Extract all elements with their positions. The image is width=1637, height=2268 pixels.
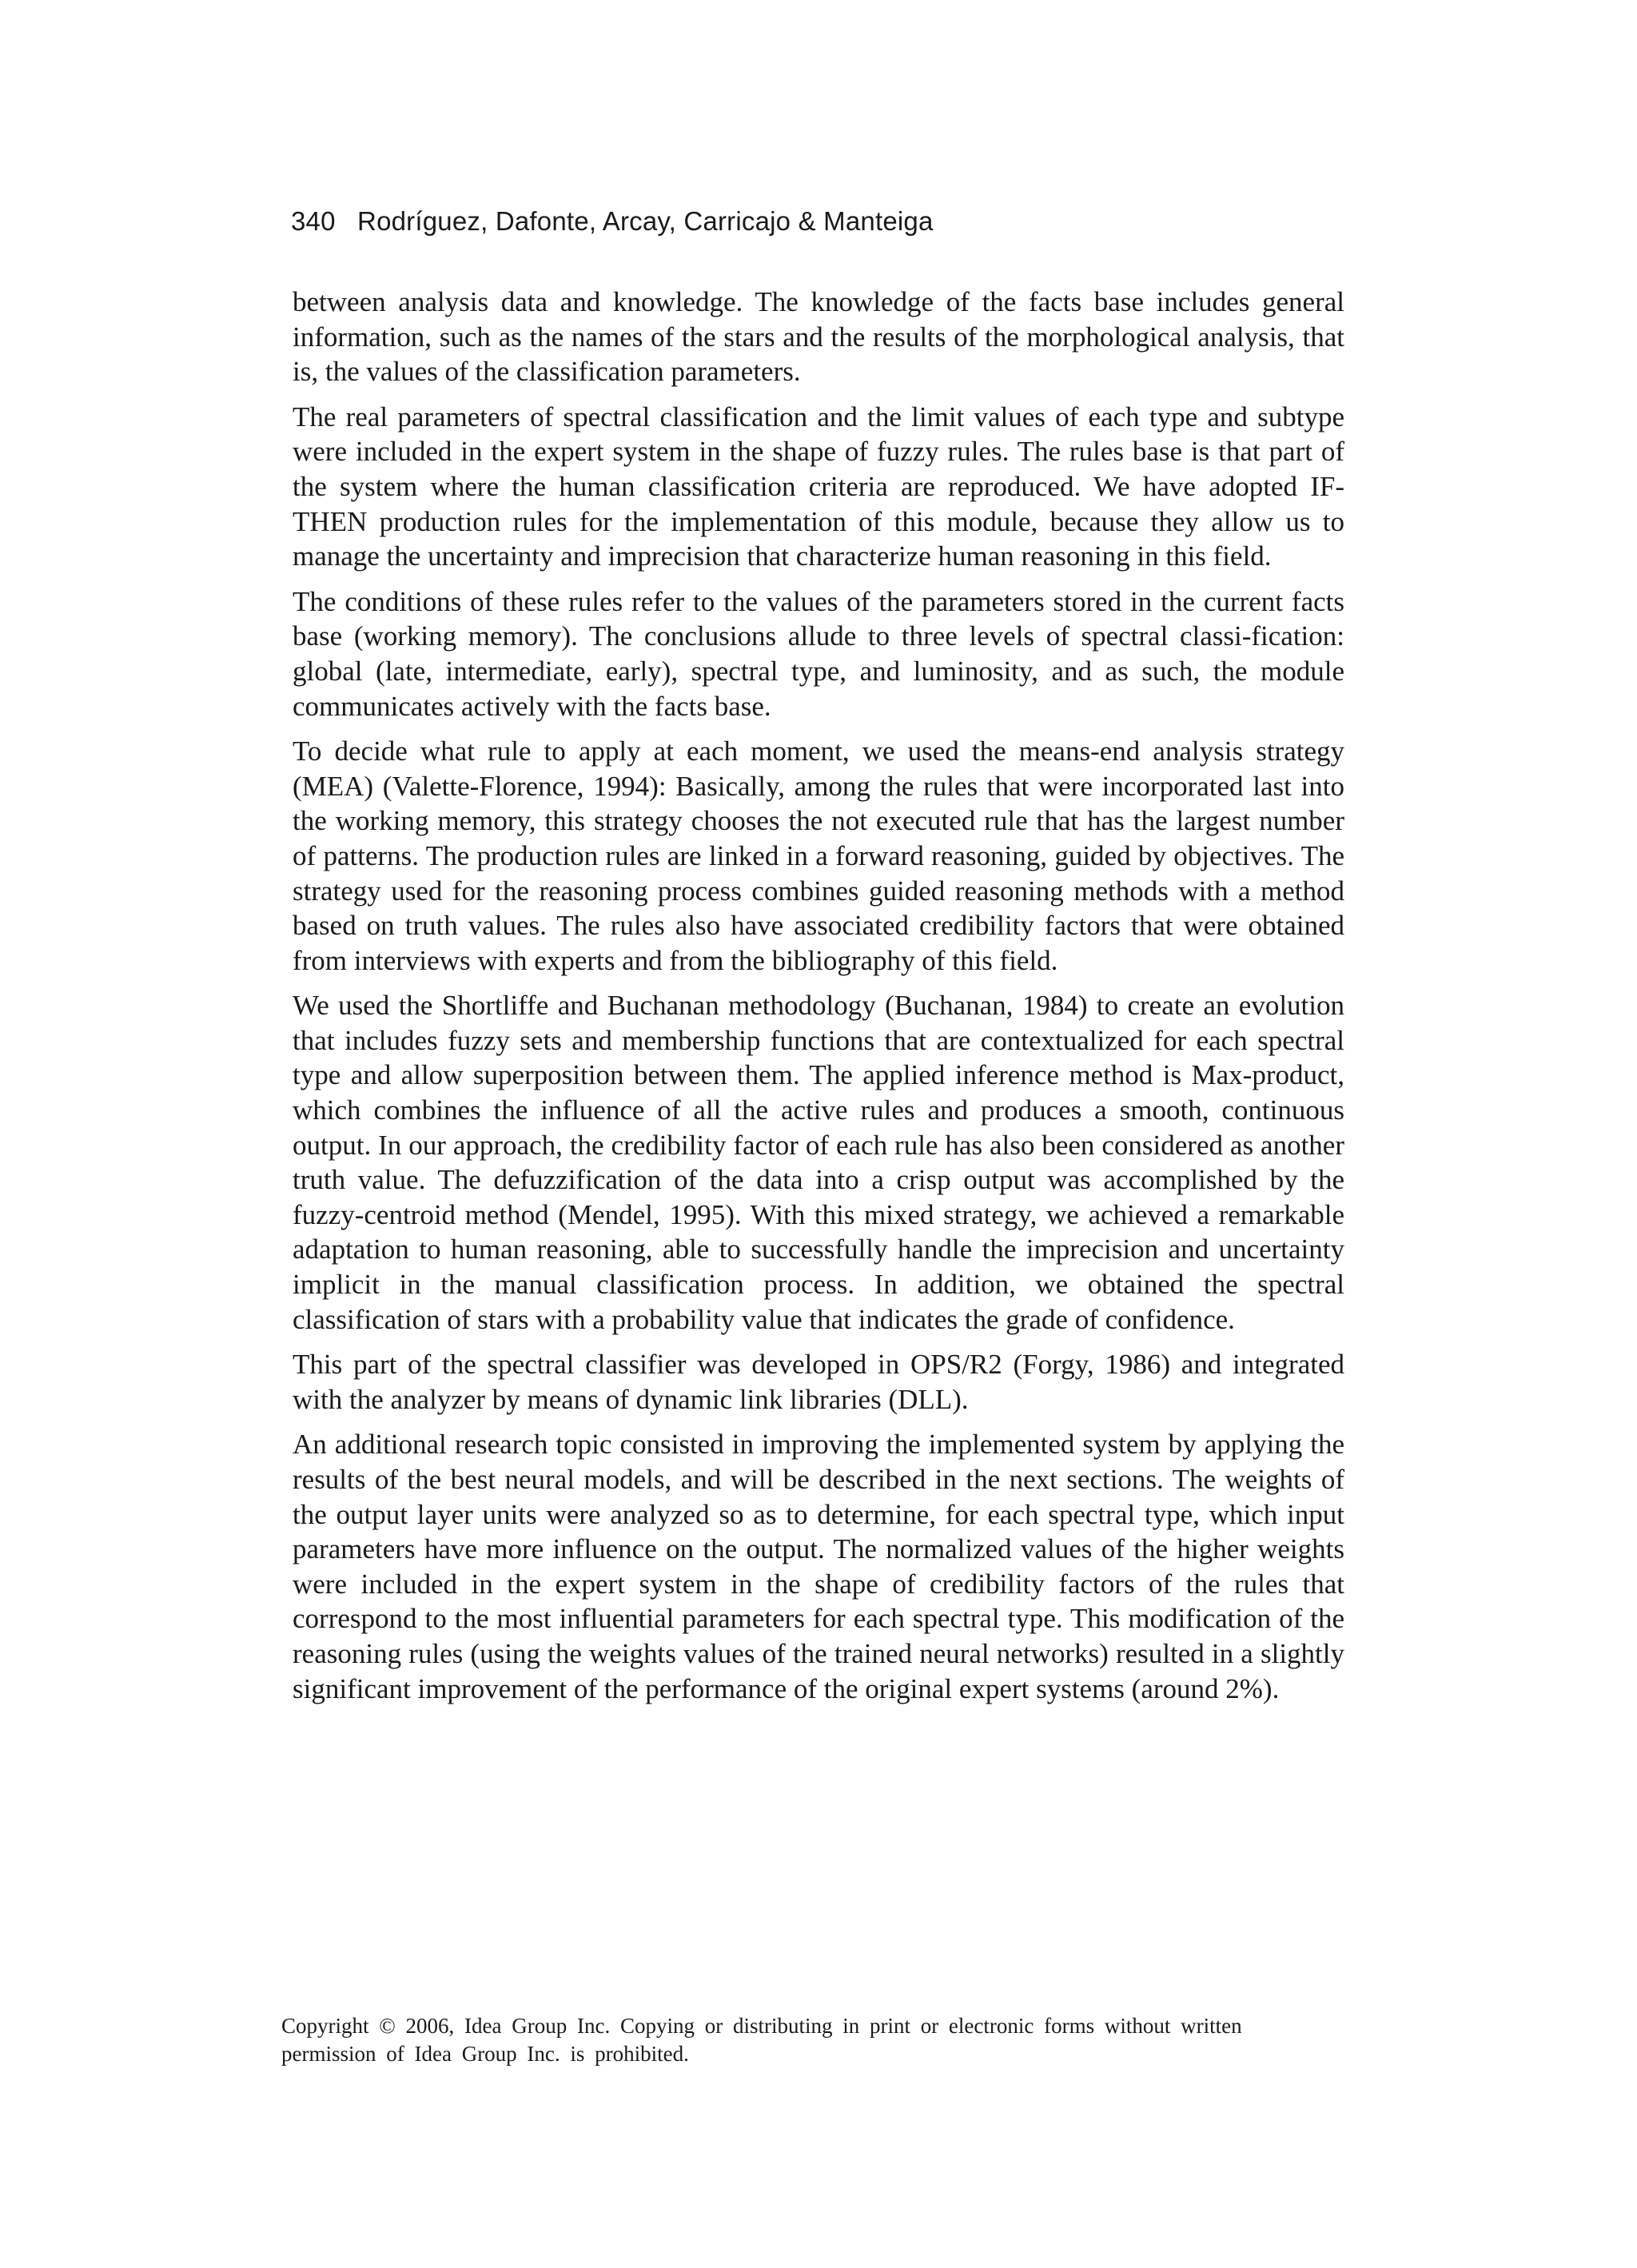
copyright-line: permission of Idea Group Inc. is prohibited. [281,2042,689,2066]
paragraph: The conditions of these rules refer to the values of the parameters stored in the current facts base (working memory). The conclusions allude to three levels of spectral classi-fication: global (late, intermediate, early), spectral type, and luminosity, and as such, the module communicates actively with the facts base. [293,585,1344,722]
running-head [291,206,934,237]
paragraph: between analysis data and knowledge. The knowledge of the facts base includes general information, such as the names of the stars and the results of the morphological analysis, that is, the values of the classification parameters. [293,286,1344,388]
copyright-line: Copyright © 2006, Idea Group Inc. Copying or distributing in print or electronic forms without written [281,2014,1242,2038]
author-list: Rodríguez, Dafonte, Arcay, Carricajo & Manteiga [357,206,934,236]
body-text [293,285,1344,1716]
paragraph: The real parameters of spectral classification and the limit values of each type and subtype were included in the expert system in the shape of fuzzy rules. The rules base is that part of the system where the human classification criteria are reproduced. We have adopted IF-THEN production rules for the implementation of this module, because they allow us to manage the uncertainty and imprecision that characterize human reasoning in this field. [293,401,1344,572]
paragraph: An additional research topic consisted in improving the implemented system by applying the results of the best neural models, and will be described in the next sections. The weights of the output layer units were analyzed so as to determine, for each spectral type, which input parameters have more influence on the output. The normalized values of the higher weights were included in the expert system in the shape of credibility factors of the rules that correspond to the most influential parameters for each spectral type. This modification of the reasoning rules (using the weights values of the trained neural networks) resulted in a slightly significant improvement of the performance of the original expert systems (around 2%). [293,1429,1344,1704]
paragraph: We used the Shortliffe and Buchanan methodology (Buchanan, 1984) to create an evolution that includes fuzzy sets and membership functions that are contextualized for each spectral type and allow superposition between them. The applied inference method is Max-product, which combines the influence of all the active rules and produces a smooth, continuous output. In our approach, the credibility factor of each rule has also been considered as another truth value. The defuzzification of the data into a crisp output was accomplished by the fuzzy-centroid method (Mendel, 1995). With this mixed strategy, we achieved a remarkable adaptation to human reasoning, able to successfully handle the imprecision and uncertainty implicit in the manual classification process. In addition, we obtained the spectral classification of stars with a probability value that indicates the grade of confidence. [293,990,1344,1335]
paragraph: To decide what rule to apply at each moment, we used the means-end analysis strategy (MEA) (Valette-Florence, 1994): Basically, among the rules that were incorporated last into the working memory, this strategy chooses the not executed rule that has the largest number of patterns. The production rules are linked in a forward reasoning, guided by objectives. The strategy used for the reasoning process combines guided reasoning methods with a method based on truth values. The rules also have associated credibility factors that were obtained from interviews with experts and from the bibliography of this field. [293,735,1344,976]
paragraph: This part of the spectral classifier was developed in OPS/R2 (Forgy, 1986) and integrated with the analyzer by means of dynamic link libraries (DLL). [293,1349,1344,1415]
page-number: 340 [291,206,336,236]
copyright-notice [281,2012,1320,2068]
